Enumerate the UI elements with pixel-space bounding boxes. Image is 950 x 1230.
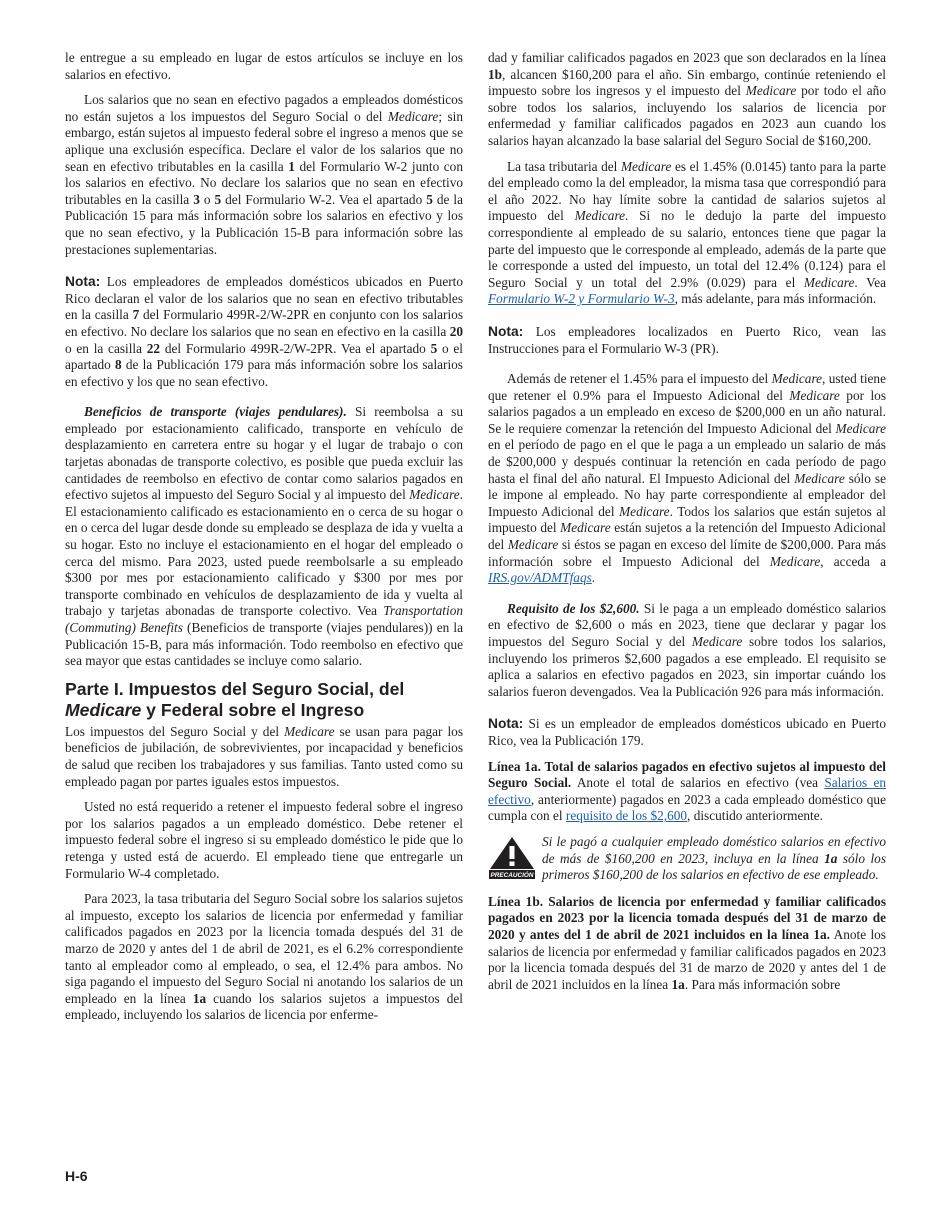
link-irs-admtfaqs[interactable]: IRS.gov/ADMTfaqs [488,570,592,586]
left-column [65,50,463,1033]
paragraph-transport-benefits: Beneficios de transporte (viajes pendulares). Si reembolsa a su empleado por estacionamiento calificado, transporte en vehículo de desplazamiento en carretera entre su hogar y el lugar de trabajo o con tarjetas abonadas de transporte colectivo, es posible que pueda excluir las cantidades de reembolso en efectivo de contar como salarios pagados en efectivo sujetos al impuesto del Seguro Social y al impuesto del Medicare. El estacionamiento calificado es estacionamiento en o cerca de su hogar o en o cerca del lugar desde donde su empleado se desplaza de ida y vuelta a su hogar. Esto no incluye el estacionamiento en el hogar del empleado o cerca del mismo. Para 2023, usted puede reembolsarle a su empleado $300 por mes por estacionamiento calificado y $300 por mes por transporte combinado en vehículos de desplazamiento de ida y vuelta al trabajo y tarjetas abonadas de transporte colectivo. Vea Transportation (Commuting) Benefits (Beneficios de transporte (viajes pendulares)) en la Publicación 15-B, para más información. Todo reembolso en efectivo que sea mayor que estas cantidades se incluye como salario. [65,404,463,669]
caution-icon [488,836,536,880]
paragraph-social-security-rate: Para 2023, la tasa tributaria del Seguro Social sobre los salarios sujetos al impuesto, excepto los salarios de licencia por enfermedad y familiar calificados pagados en 2023 por la licencia tomada después del 31 de marzo de 2020 y antes del 1 de abril de 2021, es el 6.2% correspondiente tanto al empleador como al empleado, o sea, el 12.4% para ambos. No siga pagando el impuesto del Seguro Social ni anotando los salarios de un empleado en la línea 1a cuando los salarios sujetos a impuestos del empleado, incluyendo los salarios de licencia por enferme- [65,891,463,1023]
link-form-w2-w3[interactable]: Formulario W-2 y Formulario W-3 [488,291,675,307]
right-column [488,50,886,1002]
link-2600-requirement[interactable]: requisito de los $2,600 [565,808,688,824]
section-heading-part-1: Parte I. Impuestos del Seguro Social, del Medicare y Federal sobre el Ingreso [65,678,405,720]
line-1a-instructions: Línea 1a. Total de salarios pagados en efectivo sujetos al impuesto del Seguro Social. Anote el total de salarios en efectivo (vea Salarios en efectivo, anteriormente) pagados en 2023 a cada empleado doméstico que cumpla con el requisito de los $2,600, discutido anteriormente. [488,758,887,824]
paragraph-medicare-rate: La tasa tributaria del Medicare es el 1.45% (0.0145) tanto para la parte del empleado como la del empleador, la misma tasa que correspondió para el año 2022. No hay límite sobre la cantidad de salarios sujetos al impuesto del Medicare. Si no le dedujo la parte del impuesto correspondiente al empleado de su salario, entonces tiene que pagar la parte del impuesto que le corresponde al empleado, además de la parte que le corresponde a usted del impuesto, un total del 12.4% (0.124) para el Seguro Social y un total del 2.9% (0.029) para el Medicare. Vea Formulario W-2 y Formulario W-3, más adelante, para más información. [488,158,886,307]
note-w3pr: Nota: Los empleadores localizados en Puerto Rico, vean las Instrucciones para el Formulario W-3 (PR). [488,323,886,356]
paragraph-noncash-wages: Los salarios que no sean en efectivo pagados a empleados domésticos no están sujetos a los impuestos del Seguro Social o del Medicare; sin embargo, están sujetos al impuesto federal sobre el ingreso a menos que se aplique una exclusión específica. Declare el valor de los salarios que no sean en efectivo tributables en la casilla 1 del Formulario W-2 junto con los salarios en efectivo. No declare los salarios que no sean en efectivo tributables en la casilla 3 o 5 del Formulario W-2. Vea el apartado 5 de la Publicación 15 para más información sobre los salarios en efectivo y los que no sean efectivo, y la Publicación 15-B para información sobre las prestaciones suplementarias. [65,92,464,257]
caution-note: PRECAUCIÓN Si le pagó a cualquier empleado doméstico salarios en efectivo de más de $160,200 en 2023, incluya en la línea 1a sólo los primeros $160,200 de los salarios en efectivo de ese empleado. [488,834,886,884]
paragraph-income-tax-withholding: Usted no está requerido a retener el impuesto federal sobre el ingreso por los salarios pagados a un empleado doméstico. Debe retener el impuesto federal sobre el ingreso si su empleado doméstico le pide que lo retenga y usted está de acuerdo. El empleado tiene que entregarle un Formulario W-4 completado. [65,799,463,881]
paragraph-wage-base: dad y familiar calificados pagados en 2023 que son declarados en la línea 1b, alcancen $160,200 para el año. Sin embargo, continúe reteniendo el impuesto sobre los ingresos y el impuesto del Medicare por todo el año sobre todos los salarios, incluyendo los salarios de licencia por enfermedad y familiar calificados pagados en 2023 aun cuando los salarios hayan alcanzado la base salarial del Seguro Social de $160,200. [488,50,886,148]
note-publication-179: Nota: Si es un empleador de empleados domésticos ubicado en Puerto Rico, vea la Publicación 179. [488,716,886,748]
paragraph-taxes-purpose: Los impuestos del Seguro Social y del Medicare se usan para pagar los beneficios de jubilación, de sobrevivientes, por incapacidad y beneficios de salud que reciben los trabajadores y sus familias. Tanto usted como su empleado pagan por partes iguales estos impuestos. [65,723,464,789]
line-1b-instructions: Línea 1b. Salarios de licencia por enfermedad y familiar calificados pagados en 2023 por la licencia tomada después del 31 de marzo de 2020 y antes del 1 de abril de 2021 incluidos en la línea 1a. Anote los salarios de licencia por enfermedad y familiar calificados pagados en 2023 por la licencia tomada después del 31 de marzo de 2020 y antes del 1 de abril de 2021 incluidos en la línea 1a. Para más información sobre [488,893,886,992]
link-cash-wages[interactable]: Salarios en efectivo [488,775,887,807]
paragraph-wages-continued: le entregue a su empleado en lugar de estos artículos se incluye en los salarios en efectivo. [65,50,463,82]
caution-icon-label: PRECAUCIÓN [490,872,534,880]
paragraph-2600-requirement: Requisito de los $2,600. Si le paga a un empleado doméstico salarios en efectivo de $2,600 o más en 2023, tiene que declarar y pagar los impuestos del Seguro Social y del Medicare sobre todos los salarios, incluyendo los primeros $2,600 pagados a ese empleado. El requisito se aplica a salarios en efectivo pagados en 2023, sin importar cuándo los salarios fueron devengados. Vea la Publicación 926 para más información. [488,600,887,699]
page-number: H-6 [65,1168,88,1184]
paragraph-additional-medicare: Además de retener el 1.45% para el impuesto del Medicare, usted tiene que retener el 0.9% para el Impuesto Adicional del Medicare por los salarios pagados a un empleado en exceso de $200,000 en un año natural. Se le requiere comenzar la retención del Impuesto Adicional del Medicare en el período de pago en el que le paga a un empleado un salario de más de $200,000 y después continuar la retención en cada período de pago hasta el final del año natural. El Impuesto Adicional del Medicare sólo se le impone al empleado. No hay parte correspondiente al empleador del Impuesto Adicional del Medicare. Todos los salarios que están sujetos al impuesto del Medicare están sujetos a la retención del Impuesto Adicional del Medicare si éstos se pagan en exceso del límite de $200,000. Para más información sobre el Impuesto Adicional del Medicare, acceda a IRS.gov/ADMTfaqs. [488,371,887,586]
note-puerto-rico-noncash: Nota: Los empleadores de empleados domésticos ubicados en Puerto Rico declaran el valor de los salarios que no sean en efectivo tributables en la casilla 7 del Formulario 499R-2/W-2PR en conjunto con los salarios en efectivo. No declare los salarios que no sean en efectivo en la casilla 20 o en la casilla 22 del Formulario 499R-2/W-2PR. Vea el apartado 5 o el apartado 8 de la Publicación 179 para más información sobre los salarios en efectivo y los que no sean efectivo. [65,274,463,389]
